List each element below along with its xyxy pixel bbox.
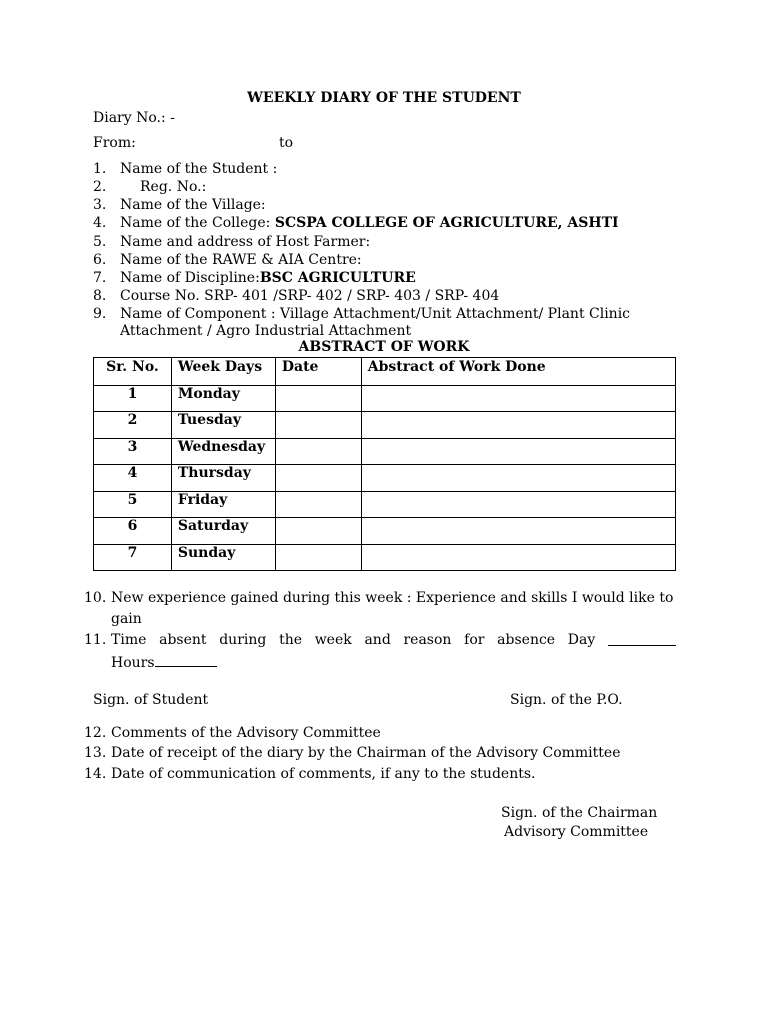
date-cell[interactable] [275, 385, 361, 412]
item-11-word: week [314, 632, 352, 648]
week-day-cell: Thursday [171, 465, 275, 492]
date-cell[interactable] [275, 518, 361, 545]
abstract-cell[interactable] [361, 412, 675, 439]
sr-no-cell: 1 [94, 385, 172, 412]
abstract-of-work-title: ABSTRACT OF WORK [298, 339, 470, 355]
diary-number-label: Diary No.: - [93, 110, 175, 126]
abstract-of-work-table [93, 357, 676, 571]
sr-no-cell: 7 [94, 544, 172, 571]
item-label: Name of the Student : [120, 161, 278, 177]
item-label: Name of the RAWE & AIA Centre: [120, 252, 362, 268]
week-day-cell: Sunday [171, 544, 275, 571]
abstract-cell[interactable] [361, 385, 675, 412]
week-day-cell: Friday [171, 491, 275, 518]
abstract-cell[interactable] [361, 491, 675, 518]
item-11-line-2 [111, 652, 217, 672]
item-11-word: reason [403, 632, 452, 648]
sr-no-cell: 3 [94, 438, 172, 465]
list-item [93, 269, 416, 287]
table-row [94, 438, 676, 465]
item-11-number: 11. [84, 632, 107, 648]
week-day-cell: Monday [171, 385, 275, 412]
header-date: Date [275, 358, 361, 386]
item-number: 3. [93, 197, 107, 213]
item-label: Name of Discipline: [120, 270, 260, 286]
list-item: Date of receipt of the diary by the Chairman of the Advisory Committee [111, 745, 621, 761]
header-abstract: Abstract of Work Done [361, 358, 675, 386]
item-11-word: Time [111, 632, 147, 648]
list-item [93, 305, 630, 323]
table-row [94, 412, 676, 439]
table-row [94, 544, 676, 571]
table-row [94, 465, 676, 492]
item-label: Name of the College: [120, 215, 275, 231]
list-item: Date of communication of comments, if any to the students. [111, 766, 536, 782]
to-label: to [279, 135, 294, 151]
item-11-word: during [219, 632, 267, 648]
item-number: 4. [93, 215, 107, 231]
item-11-word: Day [567, 632, 596, 648]
sign-of-po: Sign. of the P.O. [510, 692, 623, 708]
hours-label: Hours [111, 655, 155, 671]
item-label: Reg. No.: [140, 179, 207, 195]
item-10-line-1: New experience gained during this week : Experience and skills I would like to [111, 590, 674, 606]
table-row [94, 385, 676, 412]
list-item [93, 233, 370, 251]
item-label: Name of Component : Village Attachment/Unit Attachment/ Plant Clinic [120, 306, 631, 322]
item-label: Name and address of Host Farmer: [120, 234, 371, 250]
list-item: Comments of the Advisory Committee [111, 725, 381, 741]
header-week-days: Week Days [171, 358, 275, 386]
table-row [94, 491, 676, 518]
date-cell[interactable] [275, 412, 361, 439]
abstract-cell[interactable] [361, 465, 675, 492]
item-number: 9. [93, 306, 107, 322]
week-day-cell: Wednesday [171, 438, 275, 465]
date-cell[interactable] [275, 438, 361, 465]
item-10-line-2: gain [111, 611, 142, 627]
item-11-word: the [279, 632, 302, 648]
document-title: WEEKLY DIARY OF THE STUDENT [247, 90, 521, 106]
abstract-cell[interactable] [361, 518, 675, 545]
sr-no-cell: 2 [94, 412, 172, 439]
abstract-cell[interactable] [361, 438, 675, 465]
item-11-word: for [464, 632, 485, 648]
list-item [93, 251, 362, 269]
item-number: 8. [93, 288, 107, 304]
item-number: 12. [84, 725, 107, 741]
table-header-row [94, 358, 676, 386]
date-cell[interactable] [275, 544, 361, 571]
item-9-line-2: Attachment / Agro Industrial Attachment [120, 323, 412, 339]
item-label: Course No. SRP- 401 /SRP- 402 / SRP- 403 / SRP- 404 [120, 288, 500, 304]
item-number: 1. [93, 161, 107, 177]
item-value: SCSPA COLLEGE OF AGRICULTURE, ASHTI [274, 215, 619, 231]
list-item [93, 160, 277, 178]
list-item [93, 196, 266, 214]
table-row [94, 518, 676, 545]
item-11-word: and [364, 632, 391, 648]
header-sr-no: Sr. No. [94, 358, 172, 386]
item-11-word: absence [497, 632, 556, 648]
abstract-cell[interactable] [361, 544, 675, 571]
hours-blank [155, 652, 217, 667]
item-11-line-1 [111, 631, 676, 649]
item-number: 2. [93, 179, 107, 195]
item-number: 14. [84, 766, 107, 782]
item-label: Name of the Village: [120, 197, 266, 213]
item-number: 7. [93, 270, 107, 286]
item-number: 5. [93, 234, 107, 250]
date-cell[interactable] [275, 491, 361, 518]
week-day-cell: Tuesday [171, 412, 275, 439]
week-day-cell: Saturday [171, 518, 275, 545]
advisory-committee-label: Advisory Committee [504, 824, 649, 840]
item-number: 13. [84, 745, 107, 761]
from-label: From: [93, 135, 136, 151]
item-10-number: 10. [84, 590, 107, 606]
list-item [93, 178, 206, 196]
list-item [93, 214, 619, 232]
sr-no-cell: 5 [94, 491, 172, 518]
list-item [93, 287, 499, 305]
item-number: 6. [93, 252, 107, 268]
item-value: BSC AGRICULTURE [259, 270, 416, 286]
day-blank [608, 631, 676, 646]
sign-of-chairman: Sign. of the Chairman [501, 805, 658, 821]
sr-no-cell: 6 [94, 518, 172, 545]
item-11-word: absent [159, 632, 207, 648]
sr-no-cell: 4 [94, 465, 172, 492]
sign-of-student: Sign. of Student [93, 692, 209, 708]
date-cell[interactable] [275, 465, 361, 492]
